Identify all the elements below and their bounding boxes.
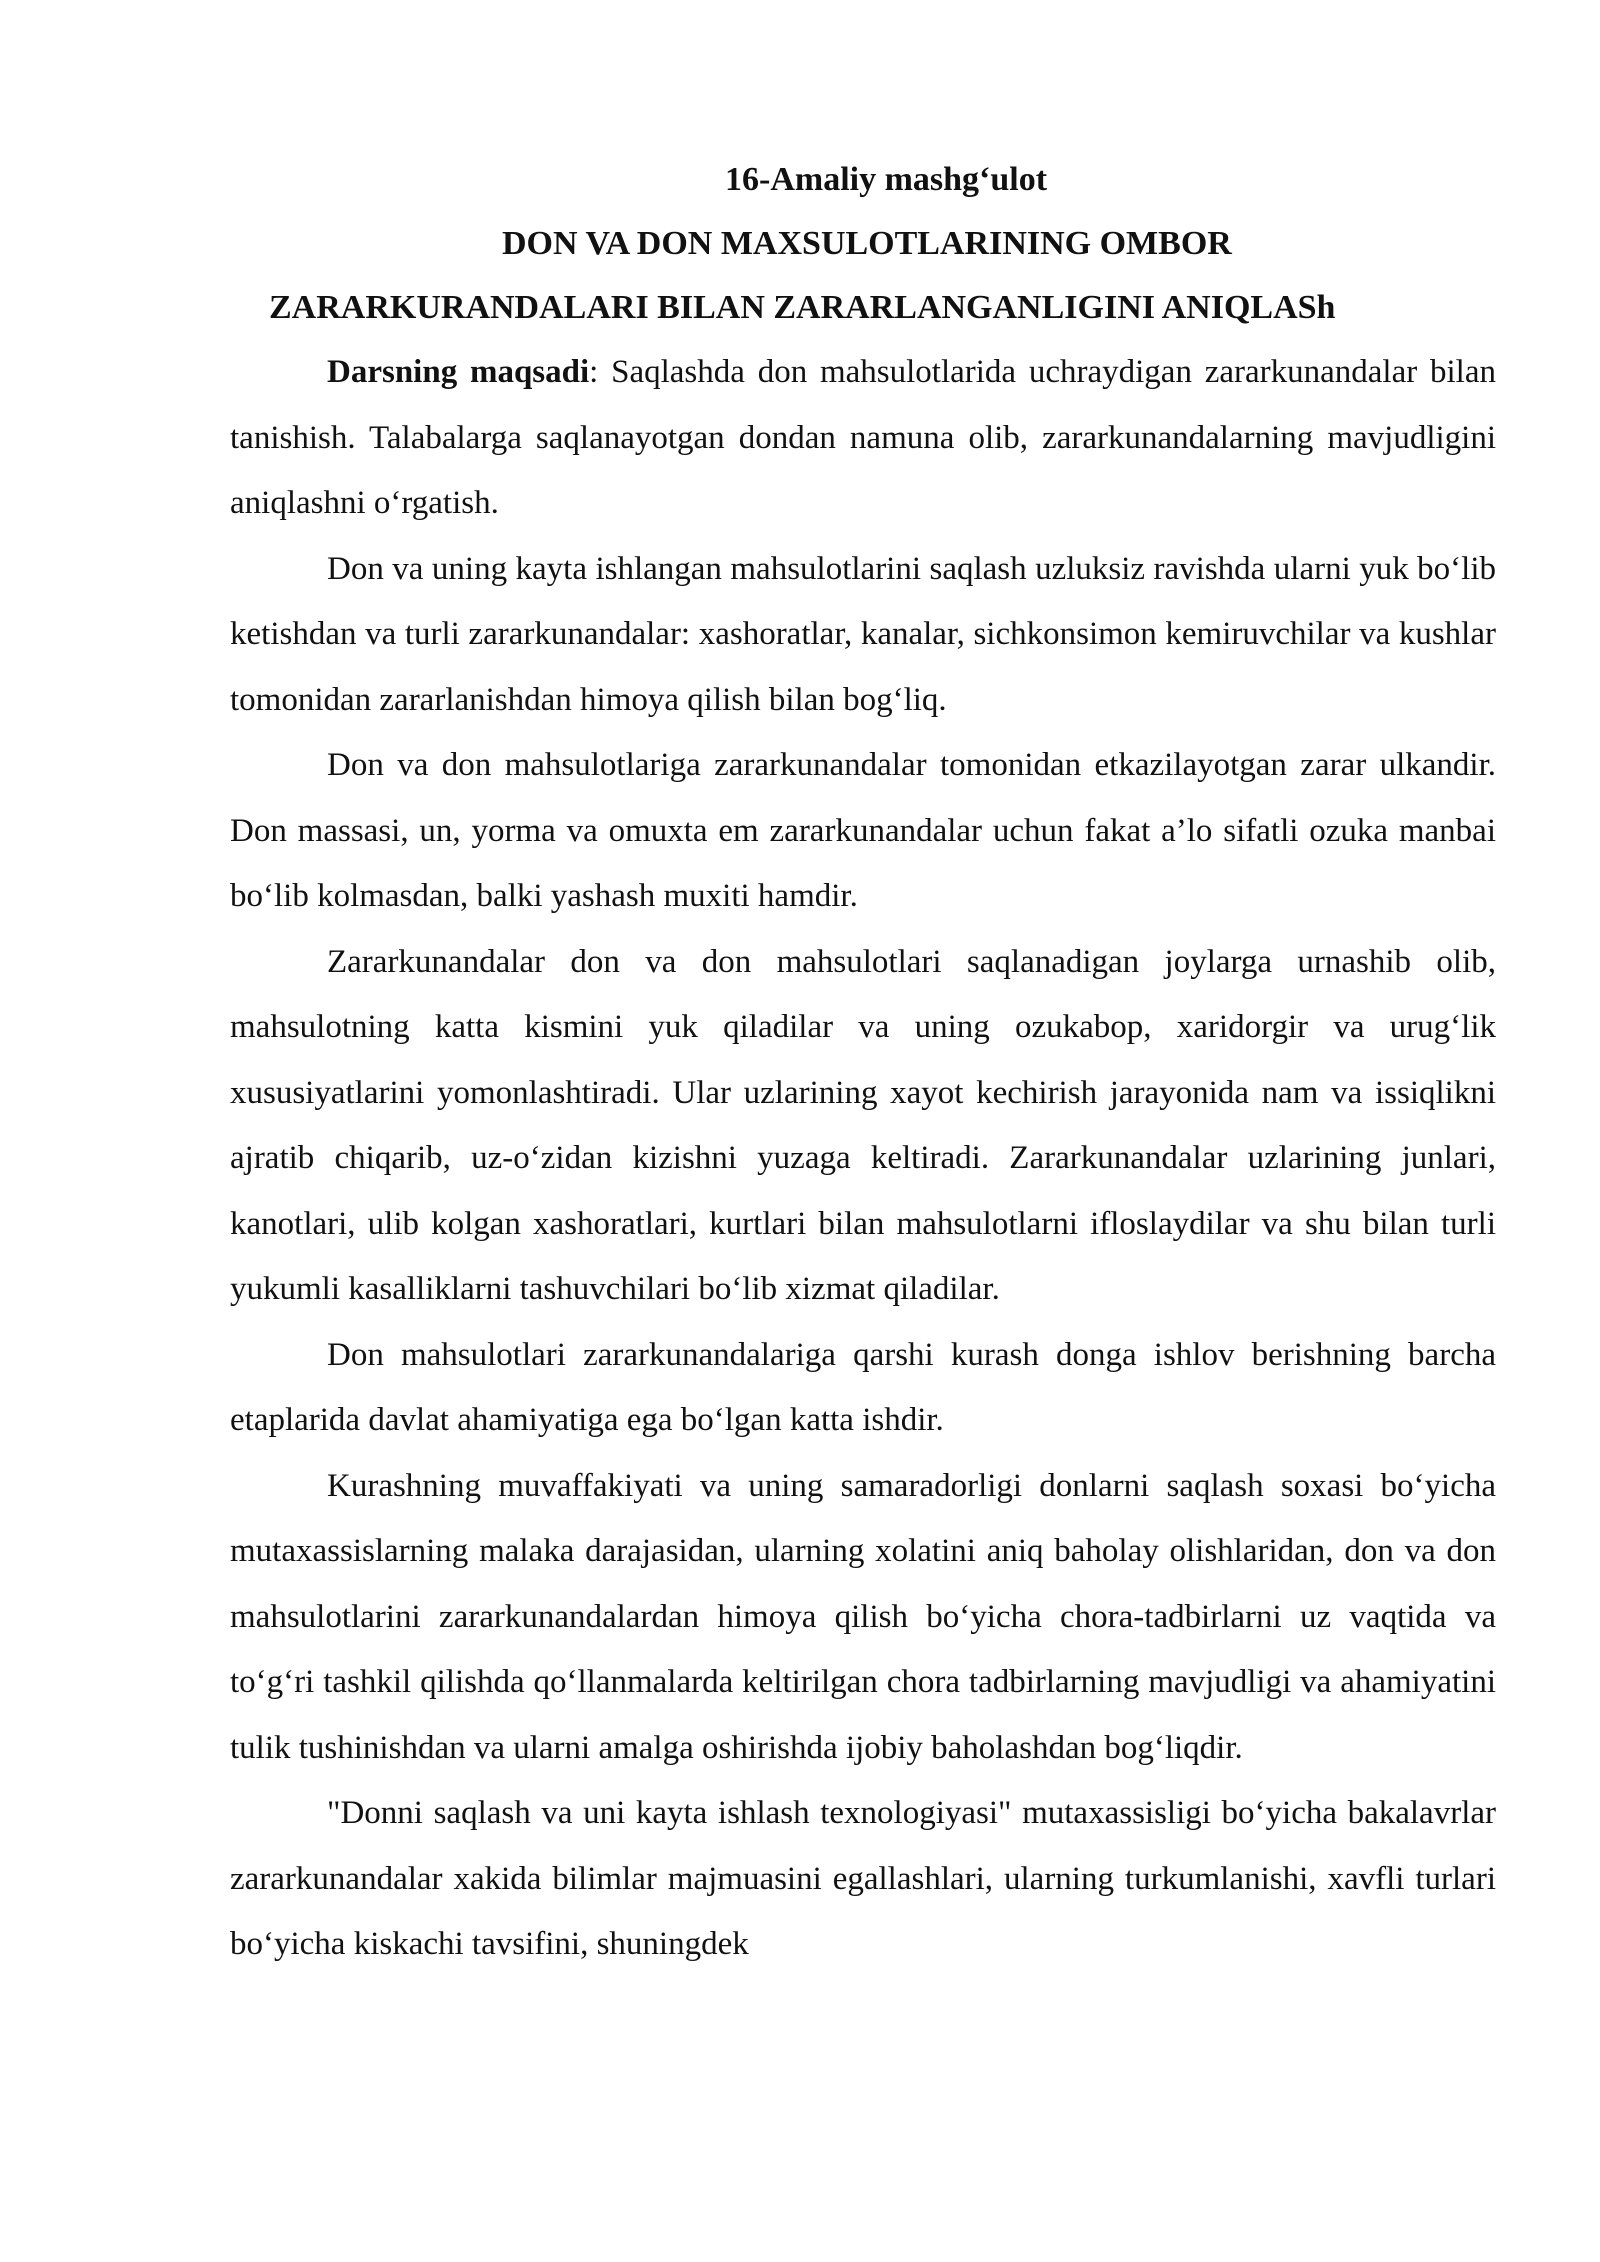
document-body xyxy=(230,148,1496,1978)
paragraph-specialty-knowledge: "Donni saqlash va uni kayta ishlash texnologiyasi" mutaxassisligi bo‘yicha bakalavrlar zararkunandalar xakida bilimlar majmuasini egallashlari, ularning turkumlanishi, xavfli turlari bo‘yicha kiskachi tavsifini, shuningdek xyxy=(230,1795,1496,1962)
paragraph-state-importance: Don mahsulotlari zararkunandalariga qarshi kurash donga ishlov berishning barcha etaplarida davlat ahamiyatiga ega bo‘lgan katta ishdir. xyxy=(230,1336,1496,1438)
lesson-number-heading: 16-Amaliy mashg‘ulot xyxy=(725,161,1048,198)
paragraph-damage-scale: Don va don mahsulotlariga zararkunandalar tomonidan etkazilayotgan zarar ulkandir. Don massasi, un, yorma va omuxta em zararkunandalar uchun fakat a’lo sifatli ozuka manbai bo‘lib kolmasdan, balki yashash muxiti hamdir. xyxy=(230,747,1496,914)
objective-colon: : xyxy=(589,354,599,390)
objective-paragraph xyxy=(230,340,1496,537)
title-line-2: ZARARKURANDALARI BILAN ZARARLANGANLIGINI ANIQLASh xyxy=(269,289,1336,326)
objective-label: Darsning maqsadi xyxy=(327,354,590,390)
title-line-1: DON VA DON MAXSULOTLARINING OMBOR xyxy=(502,225,1232,262)
objective-text: Saqlashda don mahsulotlarida uchraydigan zararkunandalar bilan tanishish. Talabalarga saqlanayotgan dondan namuna olib, zararkunandalarning mavjudligini aniqlashni o‘rgatish. xyxy=(230,354,1496,521)
paragraph-pest-effects: Zararkunandalar don va don mahsulotlari saqlanadigan joylarga urnashib olib, mahsulotning katta kismini yuk qiladilar va uning ozukabop, xaridorgir va urug‘lik xususiyatlarini yomonlashtiradi. Ular uzlarining xayot kechirish jarayonida nam va issiqlikni ajratib chiqarib, uz-o‘zidan kizishni yuzaga keltiradi. Zararkunandalar uzlarining junlari, kanotlari, ulib kolgan xashoratlari, kurtlari bilan mahsulotlarni ifloslaydilar va shu bilan turli yukumli kasalliklarni tashuvchilari bo‘lib xizmat qiladilar. xyxy=(230,943,1496,1307)
paragraph-storage-protection: Don va uning kayta ishlangan mahsulotlarini saqlash uzluksiz ravishda ularni yuk bo‘lib ketishdan va turli zararkunandalar: xashoratlar, kanalar, sichkonsimon kemiruvchilar va kushlar tomonidan zararlanishdan himoya qilish bilan bog‘liq. xyxy=(230,550,1496,718)
paragraph-control-success: Kurashning muvaffakiyati va uning samaradorligi donlarni saqlash soxasi bo‘yicha mutaxassislarning malaka darajasidan, ularning xolatini aniq baholay olishlaridan, don va don mahsulotlarini zararkunandalardan himoya qilish bo‘yicha chora-tadbirlarni uz vaqtida va to‘g‘ri tashkil qilishda qo‘llanmalarda keltirilgan chora tadbirlarning mavjudligi va ahamiyatini tulik tushinishdan va ularni amalga oshirishda ijobiy baholashdan bog‘liqdir. xyxy=(230,1467,1496,1766)
